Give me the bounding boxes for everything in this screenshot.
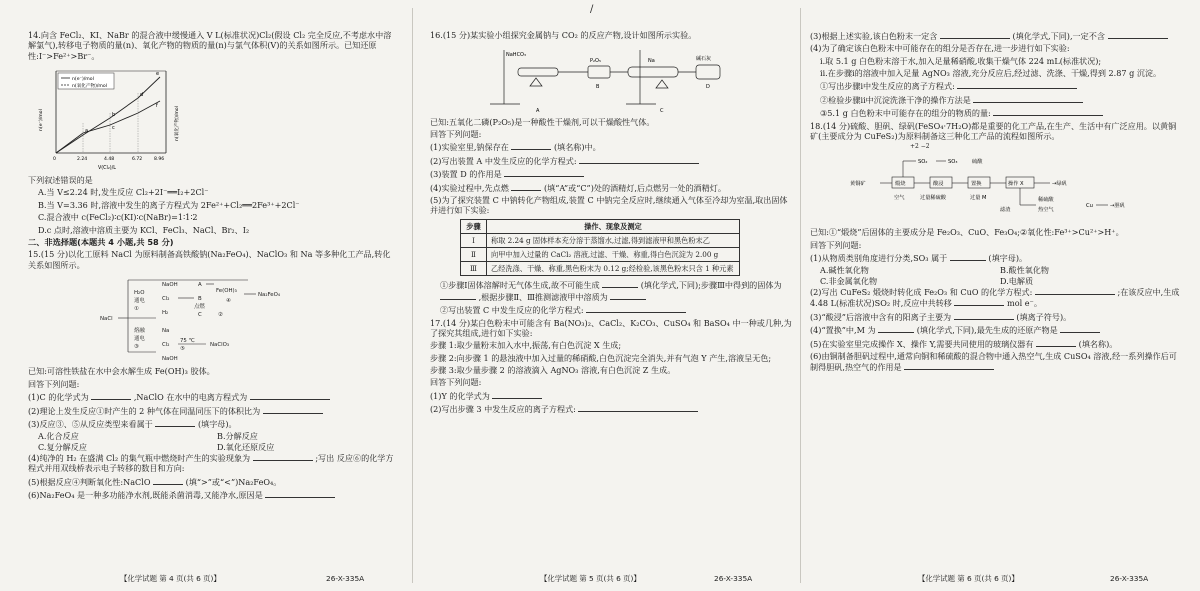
q15-known: 已知:可溶性铁盐在水中会水解生成 Fe(OH)₃ 胶体。 — [28, 366, 215, 377]
q15-cl2-1: Cl₂ — [162, 296, 170, 303]
q16-row-2-step: Ⅱ — [461, 248, 487, 262]
q18-4b-blank[interactable] — [1060, 324, 1100, 333]
q18-h2so4: 硫酸 — [972, 158, 983, 165]
q17-4-1-blank[interactable] — [957, 80, 1077, 89]
q18-2-blank[interactable] — [1035, 286, 1115, 295]
q15-na2feo4: Na₂FeO₄ — [258, 292, 281, 299]
q17-4-2-text: ②检验步骤ⅱ中沉淀洗涤干净的操作方法是 — [820, 94, 971, 105]
q15-4-text: (4)纯净的 H₂ 在盛满 Cl₂ 的集气瓶中燃烧时产生的实验现象为 — [28, 452, 251, 463]
q15-elec-2: 通电 — [134, 336, 145, 343]
page-divider-1 — [412, 8, 413, 583]
footer-page-5: 【化学试题 第 5 页(共 6 页)】 — [540, 573, 641, 583]
q16-part-5: (5)为了探究装置 C 中钠转化产物组成,装置 C 中钠完全反应时,继续通入气体至冷却为室温,取出固体并进行如下实验: — [430, 194, 788, 216]
q15-3-blank[interactable] — [155, 418, 195, 427]
q16-apparatus — [480, 42, 730, 114]
q15-naoh-1: NaOH — [162, 282, 178, 289]
q18-3-text: (3)“酸浸”后溶液中含有的阳离子主要为 — [810, 311, 952, 322]
q15-5-blank[interactable] — [153, 476, 183, 485]
q15-feoh3: Fe(OH)₃ — [216, 288, 237, 295]
q15-nacl: NaCl — [100, 316, 113, 323]
q14-point-c: c — [112, 125, 115, 132]
q14-legend-1: n(e⁻)/mol — [72, 77, 94, 83]
q17-part-1 — [430, 390, 792, 401]
q16-label-a: A — [536, 108, 540, 115]
q18-1-option-a: A.碱性氧化物 — [820, 265, 869, 276]
q18-cu: Cu — [1086, 202, 1093, 209]
q16-5-1b-text: (填化学式,下同);步骤Ⅲ中得到的固体为 — [640, 280, 782, 291]
q16-row-3-op: 乙经洗涤、干燥、称重,黑色粉末为 0.12 g;经检验,该黑色粉末只含 1 种元素 — [487, 262, 740, 276]
q16-part-2 — [430, 155, 792, 166]
q16-row-1-op: 称取 2.24 g 固体样本充分溶于蒸馏水,过滤,得到滤液甲和黑色粉末乙 — [487, 233, 740, 247]
q18-3-blank[interactable] — [954, 311, 1014, 320]
q15-3-options — [28, 431, 396, 452]
q14-option-b: B.当 V=3.36 时,溶液中发生的离子方程式为 2Fe²⁺+Cl₂══2Fe³⁺+2Cl⁻ — [38, 199, 300, 210]
q15-h2o: H₂O — [134, 290, 145, 297]
q16-label-na: Na — [648, 58, 655, 65]
q14-stem: 14.向含 FeCl₂、KI、NaBr 的混合液中缓慢通入 V L(标准状况)Cl₂(假设 Cl₂ 完全反应,不考虑水中溶解氯气),转移电子物质的量(n)、氧化产物的物质的量(n)与氯气体积(V)的关系如图所示。已知还原性:I⁻>Fe²⁺>Br⁻。 — [28, 30, 392, 61]
q18-so2: SO₂ — [918, 158, 928, 165]
q15-answer-heading: 回答下列问题: — [28, 378, 80, 389]
footer-page-6: 【化学试题 第 6 页(共 6 页)】 — [918, 573, 1019, 583]
q15-flow-diagram — [98, 272, 318, 364]
q16-part-1 — [430, 141, 792, 152]
q16-2-text: (2)写出装置 A 中发生反应的化学方程式: — [430, 155, 577, 166]
q17-answer-heading: 回答下列问题: — [430, 377, 482, 388]
q17-3-blank[interactable] — [940, 30, 1010, 39]
q14-option-d: D.c 点时,溶液中溶质主要为 KCl、FeCl₃、NaCl、Br₂、I₂ — [38, 224, 250, 235]
q15-2-text: (2)理论上发生反应①时产生的 2 种气体在同温同压下的体积比为 — [28, 405, 261, 416]
q16-known: 已知:五氧化二磷(P₂O₅)是一种酸性干燥剂,可以干燥酸性气体。 — [430, 116, 655, 127]
q15-1-text: (1)C 的化学式为 — [28, 392, 89, 403]
q18-6-text: (6)由铜制备胆矾过程中,通常向铜和稀硫酸的混合物中通入热空气,生成 CuSO₄ 溶液,经一系列操作后可制得胆矾,热空气的作用是 — [810, 350, 1177, 373]
q14-y-right: n(氧化产物)/mol — [175, 106, 180, 142]
q18-1-option-b: B.酸性氧化物 — [1000, 265, 1049, 276]
q15-na: Na — [162, 328, 170, 335]
q16-4b-text: (填“A”或“C”)处的酒精灯,后点燃另一处的酒精灯。 — [543, 182, 726, 193]
q18-part-6 — [810, 351, 1180, 373]
q16-2-blank[interactable] — [579, 155, 699, 164]
q15-melt: 熔融 — [134, 328, 145, 335]
q15-stem: 15.(15 分)以化工原料 NaCl 为原料制备高铁酸钠(Na₂FeO₄)、NaClO₃ 和 Na 等多种化工产品,转化关系如图所示。 — [28, 249, 391, 270]
footer-code-6: 26-X-335A — [1110, 573, 1149, 583]
q17-4-ii: ⅱ.在步骤ⅰ的溶液中加入足量 AgNO₃ 溶液,充分反应后,经过滤、洗涤、干燥,得到 2.87 g 沉淀。 — [820, 68, 1162, 79]
q18-replace: 置换 — [971, 180, 982, 187]
q14-option-c: C.混合液中 c(FeCl₂)∶c(KI)∶c(NaBr)=1∶1∶2 — [38, 212, 198, 223]
q17-2-blank[interactable] — [578, 403, 698, 412]
q14-tick-0: 0 — [53, 157, 56, 163]
q18-op: 操作 X — [1008, 180, 1024, 187]
q14-y-left: n(e⁻)/mol — [39, 109, 44, 132]
q18-filter: 滤渣 — [1000, 206, 1011, 213]
q18-part-4 — [810, 324, 1180, 335]
q16-label-b: B — [596, 84, 600, 91]
q18-so3: SO₃ — [948, 158, 958, 165]
section-2-heading: 二、非选择题(本题共 4 小题,共 58 分) — [28, 236, 174, 247]
page-4 — [28, 30, 396, 567]
q18-ore: 黄铜矿 — [850, 180, 866, 187]
q14-tick-4: 8.96 — [154, 157, 165, 163]
q15-3-option-b: B.分解反应 — [217, 431, 258, 442]
q15-part-1 — [28, 391, 396, 402]
q18-green: →绿矾 — [1052, 180, 1067, 187]
q18-1-option-c: C.非金属氧化物 — [820, 275, 878, 286]
q18-answer-heading: 回答下列问题: — [810, 239, 862, 250]
q18-air: 空气 — [894, 194, 905, 201]
q15-3-text: (3)反应③、⑤从反应类型来看属于 — [28, 418, 153, 429]
q18-hot-air: 热空气 — [1038, 206, 1054, 213]
q14-xlabel: V(Cl₂)/L — [98, 166, 116, 172]
q18-part-1 — [810, 252, 1180, 263]
q14-ask: 下列叙述错误的是 — [28, 175, 93, 186]
q14-point-a: a — [85, 128, 89, 135]
pen-mark: / — [590, 4, 594, 15]
q16-row-3-step: Ⅲ — [461, 262, 487, 276]
q14-point-f: f — [156, 103, 158, 110]
q15-a: A — [198, 282, 202, 289]
q15-3-option-c: C.复分解反应 — [38, 441, 87, 452]
q15-part-3 — [28, 418, 396, 429]
q14-line-products — [56, 101, 160, 153]
q18-4b-text: (填化学式,下同),最先生成的还原产物是 — [916, 325, 1058, 336]
q15-part-5 — [28, 476, 396, 487]
q15-cl2-2: Cl₂ — [162, 342, 170, 349]
q15-temp: 75 ℃ — [180, 338, 195, 345]
q18-4-blank[interactable] — [878, 324, 914, 333]
table-row — [461, 262, 740, 276]
q18-2b-blank[interactable] — [954, 297, 1004, 306]
q14-point-d: d — [140, 92, 144, 99]
q18-5-blank[interactable] — [1036, 338, 1076, 347]
q15-part-6 — [28, 489, 396, 500]
q15-n1: ① — [134, 306, 139, 313]
footer-code-5: 26-X-335A — [714, 573, 753, 583]
q18-3b-text: (填离子符号)。 — [1016, 311, 1072, 322]
q14-graph — [28, 63, 188, 173]
q17-4-3 — [810, 107, 1180, 118]
q15-4c-text: 反应⑥的化学方程式并用双线桥表示电子转移的数目和方向: — [28, 452, 394, 474]
q17-step-3: 步骤 3:取少量步骤 2 的溶液滴入 AgNO₃ 溶液,有白色沉淀 Z 生成。 — [430, 364, 676, 375]
q15-6-blank[interactable] — [265, 489, 335, 498]
q17-1-blank[interactable] — [492, 390, 542, 399]
q17-4-2 — [810, 94, 1180, 105]
q17-part-3 — [810, 30, 1180, 41]
q16-4-text: (4)实验过程中,先点燃 — [430, 182, 509, 193]
q15-3-option-d: D.氧化还原反应 — [217, 441, 275, 452]
q14-legend-2: n(氧化产物)/mol — [72, 84, 107, 90]
q16-part-3 — [430, 168, 792, 179]
q16-5-1-text: ①步骤Ⅰ固体溶解时无气体生成,故不可能生成 — [440, 280, 600, 291]
q15-2-blank[interactable] — [263, 405, 323, 414]
q18-valence-note: +2 −2 — [910, 143, 930, 151]
q18-4-text: (4)“置换”中,M 为 — [810, 325, 876, 336]
q15-5-text: (5)根据反应④判断氧化性:NaClO — [28, 476, 151, 487]
q16-table-header-op: 操作、现象及测定 — [487, 219, 740, 233]
page-divider-2 — [800, 8, 801, 583]
q16-5-1c-blank[interactable] — [610, 291, 646, 300]
q15-n2: ② — [218, 312, 223, 319]
page-5 — [430, 30, 792, 567]
page-6 — [810, 30, 1180, 567]
q14-option-a: A.当 V≤2.24 时,发生反应 Cl₂+2I⁻══I₂+2Cl⁻ — [38, 187, 209, 198]
q16-1-text: (1)实验室里,钠保存在 — [430, 142, 509, 153]
q15-dianran: 点燃 — [194, 304, 205, 311]
q17-3-text: (3)根据上述实验,该白色粉末一定含 — [810, 31, 938, 41]
q16-3-text: (3)装置 D 的作用是 — [430, 169, 502, 180]
q18-1-options — [810, 265, 1180, 286]
q16-5-1-blank[interactable] — [602, 279, 638, 288]
q16-row-2-op: 向甲中加入过量的 CaCl₂ 溶液,过滤、干燥、称重,得白色沉淀为 2.00 g — [487, 248, 740, 262]
q17-4-3-text: ③5.1 g 白色粉末中可能存在的组分的物质的量: — [820, 108, 991, 119]
q18-6-blank[interactable] — [904, 361, 994, 370]
q18-5b-text: (填名称)。 — [1078, 338, 1118, 349]
q18-5-text: (5)在实验室里完成操作 X、操作 Y,需要共同使用的玻璃仪器有 — [810, 338, 1034, 349]
q15-naclo3: NaClO₃ — [210, 342, 230, 349]
q16-5-2-text: ②写出装置 C 中发生反应的化学方程式: — [440, 305, 584, 316]
q18-excess: 过量稀硫酸 — [920, 194, 946, 201]
q15-n3: ③ — [134, 344, 139, 351]
q15-3-fill: (填字母)。 — [197, 418, 237, 429]
q15-1b-text: ,NaClO 在水中的电离方程式为 — [133, 392, 248, 403]
q14-tick-1: 2.24 — [77, 157, 88, 163]
q15-1-blank[interactable] — [91, 391, 131, 400]
q17-3b-blank[interactable] — [1108, 30, 1168, 39]
q14-tick-3: 6.72 — [132, 157, 143, 163]
q16-5-1b-blank[interactable] — [440, 291, 476, 300]
q15-1b-blank[interactable] — [250, 391, 330, 400]
table-row — [461, 248, 740, 262]
q17-1-text: (1)Y 的化学式为 — [430, 390, 490, 401]
q18-acid: 酸浸 — [933, 180, 944, 187]
q16-5-2 — [430, 304, 792, 315]
q17-step-2: 步骤 2:向步骤 1 的悬浊液中加入过量的稀硝酸,白色沉淀完全消失,并有气泡 Y 产生,溶液呈无色; — [430, 352, 772, 363]
q16-label-c: C — [660, 108, 664, 115]
q15-h2: H₂ — [162, 310, 169, 317]
q18-flow-diagram — [850, 153, 1150, 225]
q17-part-4: (4)为了确定该白色粉末中可能存在的组分是否存在,进一步进行如下实验: — [810, 43, 1070, 54]
q16-label-lime: 碱石灰 — [696, 56, 712, 63]
q15-3-option-a: A.化合反应 — [38, 431, 79, 442]
q18-2-text: (2)写出 CuFeS₂ 煅烧时转化成 Fe₂O₃ 和 CuO 的化学方程式: — [810, 287, 1033, 298]
q16-5-2-blank[interactable] — [586, 304, 686, 313]
q18-known: 已知:①“煅烧”后固体的主要成分是 Fe₂O₃、CuO、Fe₃O₄;②氧化性:Fe³⁺>Cu²⁺>H⁺。 — [810, 227, 1124, 238]
q14-point-e: e — [156, 71, 160, 78]
q18-part-2 — [810, 286, 1180, 309]
footer-page-4: 【化学试题 第 4 页(共 6 页)】 — [120, 573, 221, 583]
q17-step-1: 步骤 1:取少量粉末加入水中,振荡,有白色沉淀 X 生成; — [430, 340, 622, 351]
q15-n5: ⑤ — [180, 346, 185, 353]
q15-part-4 — [28, 452, 396, 474]
q16-5-1 — [430, 279, 792, 302]
q15-5b-text: (填“>”或“<”)Na₂FeO₄。 — [185, 476, 282, 487]
q16-stem: 16.(15 分)某实验小组探究金属钠与 CO₂ 的反应产物,设计如图所示实验。 — [430, 30, 697, 40]
q16-part-4 — [430, 182, 792, 193]
q18-1-option-d: D.电解质 — [1000, 275, 1034, 286]
q16-label-nahco3: NaHCO₃ — [506, 52, 526, 59]
q16-1b-text: (填名称)中。 — [553, 142, 601, 153]
q16-5-1c-text: ,根据步骤Ⅱ、Ⅲ推测滤液甲中溶质为 — [478, 291, 608, 302]
table-row — [461, 233, 740, 247]
q18-2b-text: ;在该反应中,生成 4.48 L(标准状况)SO₂ 时,反应中共转移 — [810, 287, 1180, 309]
q18-1-text: (1)从物质类别角度进行分类,SO₃ 属于 — [810, 252, 948, 263]
q17-stem: 17.(14 分)某白色粉末中可能含有 Ba(NO₃)₂、CaCl₂、K₂CO₃、CuSO₄ 和 BaSO₄ 中一种或几种,为了探究其组成,进行如下实验: — [430, 317, 792, 338]
q18-part-5 — [810, 338, 1180, 349]
q18-1b-text: (填字母)。 — [988, 252, 1028, 263]
q16-1-blank[interactable] — [511, 141, 551, 150]
q18-bluevitriol: →胆矾 — [1110, 202, 1125, 209]
q14-tick-2: 4.48 — [104, 157, 115, 163]
q15-naoh-2: NaOH — [162, 356, 178, 363]
q16-4-blank[interactable] — [511, 182, 541, 191]
q16-row-1-step: Ⅰ — [461, 233, 487, 247]
q17-4-1-text: ①写出步骤ⅰ中发生反应的离子方程式: — [820, 81, 955, 92]
q17-4-3-blank[interactable] — [993, 107, 1103, 116]
q18-roast: 煅烧 — [895, 180, 906, 187]
q18-part-3 — [810, 311, 1180, 322]
q18-dilute: 稀硫酸 — [1038, 196, 1054, 203]
q16-label-p2o5: P₂O₅ — [590, 58, 601, 65]
q18-2c-text: mol e⁻。 — [1007, 298, 1042, 309]
q18-1-blank[interactable] — [950, 252, 986, 261]
q16-3-blank[interactable] — [504, 168, 584, 177]
q17-2-text: (2)写出步骤 3 中发生反应的离子方程式: — [430, 404, 576, 415]
q15-part-2 — [28, 405, 396, 416]
q15-c: C — [198, 312, 202, 319]
q17-part-2 — [430, 403, 792, 414]
q15-4-blank[interactable] — [253, 452, 313, 461]
q14-figure — [28, 63, 396, 173]
q15-6-text: (6)Na₂FeO₄ 是一种多功能净水剂,既能杀菌消毒,又能净水,原因是 — [28, 490, 263, 501]
q18-m: 过量 M — [970, 194, 987, 201]
q17-3b-text: (填化学式,下同),一定不含 — [1012, 31, 1105, 41]
q15-n4: ④ — [226, 298, 231, 305]
q15-elec-1: 通电 — [134, 298, 145, 305]
q16-table-header-step: 步骤 — [461, 219, 487, 233]
q16-label-d: D — [706, 84, 710, 91]
q17-4-i: ⅰ.取 5.1 g 白色粉末溶于水,加入足量稀硝酸,收集干燥气体 224 mL(标准状况); — [820, 55, 1102, 66]
q17-4-1 — [810, 80, 1180, 91]
q16-steps-table — [460, 219, 740, 277]
q17-4-2-blank[interactable] — [973, 94, 1083, 103]
q18-stem: 18.(14 分)硫酸、胆矾、绿矾(FeSO₄·7H₂O)都是重要的化工产品,在生产、生活中有广泛应用。以黄铜矿(主要成分为 CuFeS₂)为原料制备这三种化工产品的流程如图所示。 — [810, 120, 1177, 141]
footer-code-4: 26-X-335A — [326, 573, 365, 583]
q16-answer-heading: 回答下列问题: — [430, 129, 482, 140]
q15-4b-text: ;写出 — [315, 452, 335, 463]
q15-b: B — [198, 296, 202, 303]
q14-point-b: b — [112, 112, 116, 119]
